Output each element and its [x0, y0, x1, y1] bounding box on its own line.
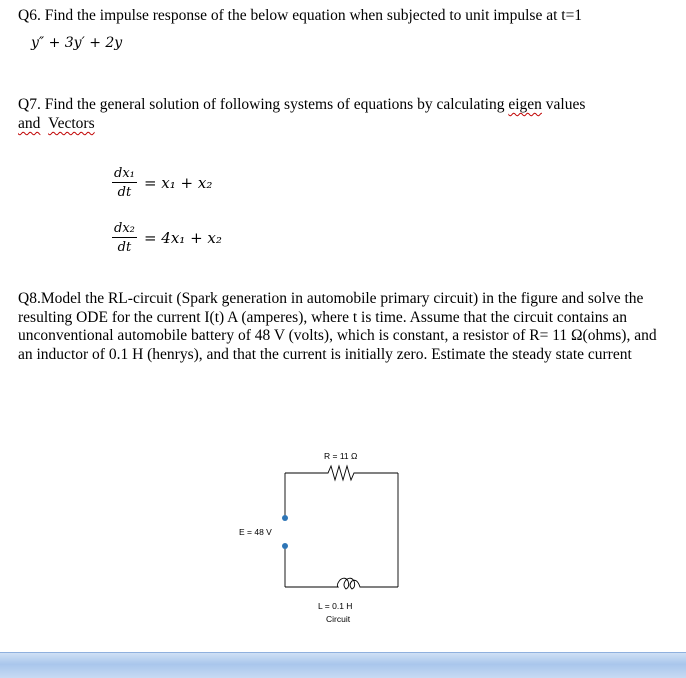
q7-eigen-word: eigen — [508, 96, 542, 113]
q7-eq2-rhs: = 4x₁ + x₂ — [143, 229, 222, 247]
q8-question: Q8.Model the RL-circuit (Spark generation in automobile primary circuit) in the figure and solve the resulting ODE for the current I(t) A (amperes), where t is time. Assume that the circuit contains an unconventional automobile battery of 48 V (volts), which is constant, a resistor of R= 11 Ω(ohms), and an inductor of 0.1 H (henrys), and that the current is initially zero. Estimate the steady state current — [18, 290, 657, 363]
circuit-caption: Circuit — [326, 614, 351, 624]
q7-question-line1 — [18, 96, 585, 114]
battery-terminal-negative — [282, 543, 288, 549]
q7-eq2-numerator: dx₂ — [114, 221, 135, 236]
q6-equation: y″ + 3y′ + 2y — [31, 35, 123, 51]
q7-question-line2 — [18, 115, 95, 133]
resistor-label: R = 11 Ω — [324, 451, 358, 461]
q7-eq1-fraction — [112, 166, 137, 200]
q7-equation-1 — [112, 166, 212, 200]
q7-eq2-fraction — [112, 221, 137, 255]
battery-label: E = 48 V — [239, 527, 272, 537]
top-wire — [285, 466, 398, 480]
q6-question: Q6. Find the impulse response of the below equation when subjected to unit impulse at t=1 — [18, 7, 583, 24]
q7-and-word: and — [18, 115, 41, 132]
q7-eq1-denominator: dt — [117, 185, 132, 200]
q7-eq2-denominator: dt — [117, 240, 132, 255]
battery-terminal-positive — [282, 515, 288, 521]
q7-eq1-numerator: dx₁ — [114, 166, 135, 181]
inductor-label: L = 0.1 H — [318, 601, 353, 611]
bottom-bar — [0, 652, 686, 678]
q7-equation-2 — [112, 221, 222, 255]
bottom-wire-inductor — [285, 578, 398, 589]
q7-text-end: values — [541, 96, 586, 113]
q7-vectors-word: Vectors — [48, 115, 95, 132]
q7-text-start: Q7. Find the general solution of following systems of equations by calculating — [18, 96, 509, 113]
q7-eq1-rhs: = x₁ + x₂ — [143, 174, 213, 192]
